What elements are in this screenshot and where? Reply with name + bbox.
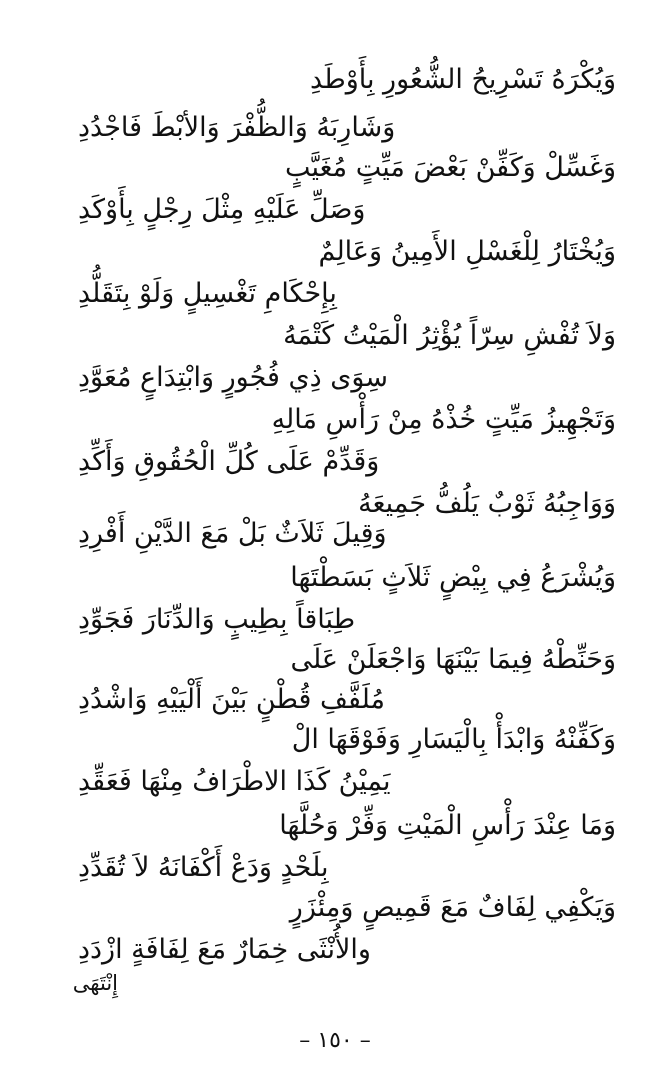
verse-line-22: والأُنْثَى خِمَارٌ مَعَ لِفَافَةٍ ازْدَدِ (78, 934, 371, 965)
verse-line-4: وَصَلِّ عَلَيْهِ مِثْلَ رِجْلٍ بِأَوْكَدِ (78, 194, 366, 225)
closing-word: إِنْتَهَى (72, 971, 118, 995)
verse-line-21: وَيَكْفِي لِفَافٌ مَعَ قَمِيصٍ وَمِئْزَرٍ (289, 892, 616, 923)
verse-line-15: وَحَنِّطْهُ فِيمَا بَيْنَهَا وَاجْعَلَنْ عَلَى (290, 644, 616, 675)
verse-line-11: وَوَاجِبُهُ ثَوْبٌ يَلُفُّ جَمِيعَهُ (358, 488, 616, 519)
page-number: – ١٥٠ – (299, 1028, 371, 1053)
verse-line-7: وَلاَ تُفْشِ سِرّاً يُؤْثِرُ الْمَيْتُ كَتْمَهُ (283, 320, 616, 351)
verse-line-6: بِإِحْكَامِ تَغْسِيلٍ وَلَوْ بِتَقَلُّدِ (78, 278, 337, 309)
verse-line-18: يَمِيْنُ كَذَا الاطْرَافُ مِنْهَا فَعَقِّدِ (78, 766, 391, 797)
verse-line-13: وَيُشْرَعُ فِي بِيْضٍ ثَلاَثٍ بَسَطْتَهَا (290, 562, 616, 593)
verse-line-16: مُلَفَّفِ قُطْنٍ بَيْنَ أَلْيَيْهِ وَاشْدُدِ (78, 684, 386, 715)
verse-line-14: طِبَاقاً بِطِيبٍ وَالدِّنَارَ فَجَوِّدِ (78, 604, 356, 635)
verse-line-8: سِوَى ذِي فُجُورٍ وَابْتِدَاعٍ مُعَوَّدِ (78, 362, 388, 393)
verse-line-20: بِلَحْدٍ وَدَعْ أَكْفَانَهُ لاَ تُقَدِّدِ (78, 852, 329, 883)
verse-line-10: وَقَدِّمْ عَلَى كُلِّ الْحُقُوقِ وَأَكِّدِ (78, 446, 380, 477)
verse-line-3: وَغَسِّلْ وَكَفِّنْ بَعْضَ مَيِّتٍ مُغَيَّبٍ (284, 152, 616, 183)
verse-line-19: وَمَا عِنْدَ رَأْسِ الْمَيْتِ وَفِّرْ وَحُلَّهَا (279, 810, 616, 841)
verse-line-5: وَيُخْتَارُ لِلْغَسْلِ الأَمِينُ وَعَالِمٌ (318, 236, 616, 267)
verse-line-12: وَقِيلَ ثَلاَثٌ بَلْ مَعَ الدَّيْنِ أَفْرِدِ (78, 518, 387, 549)
verse-line-1: وَيُكْرَهُ تَسْرِيحُ الشُّعُورِ بِأَوْطَدِ (310, 64, 616, 95)
verse-line-17: وَكَفِّنْهُ وَابْدَأْ بِالْيَسَارِ وَفَوْقَهَا الْ (291, 724, 616, 755)
verse-line-2: وَشَارِبَهُ وَالظُّفْرَ وَالأبْطَ فَاجْدُدِ (78, 112, 396, 143)
verse-line-9: وَتَجْهِيزُ مَيِّتٍ خُذْهُ مِنْ رَأْسِ مَالِهِ (271, 404, 616, 435)
